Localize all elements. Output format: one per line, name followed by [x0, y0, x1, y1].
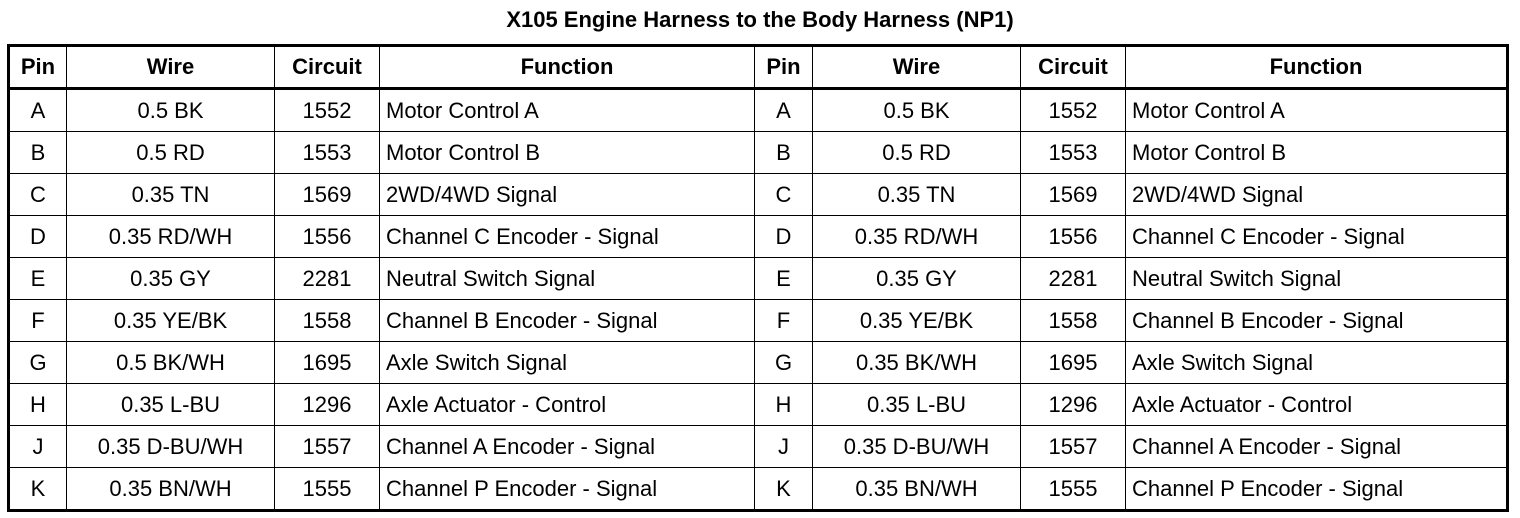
- function-cell: Neutral Switch Signal: [1126, 258, 1508, 300]
- circuit-cell: 1557: [275, 426, 380, 468]
- pin-cell: C: [755, 174, 813, 216]
- function-cell: Axle Switch Signal: [380, 342, 755, 384]
- pin-cell: G: [755, 342, 813, 384]
- pin-cell: K: [755, 468, 813, 511]
- circuit-cell: 1556: [1021, 216, 1126, 258]
- table-row: [9, 468, 1508, 511]
- pin-cell: J: [9, 426, 67, 468]
- wire-cell: 0.35 D-BU/WH: [67, 426, 275, 468]
- pin-cell: H: [9, 384, 67, 426]
- circuit-cell: 1569: [1021, 174, 1126, 216]
- wire-cell: 0.5 BK: [67, 89, 275, 132]
- circuit-cell: 1296: [275, 384, 380, 426]
- header-wire: Wire: [67, 46, 275, 89]
- function-cell: Motor Control B: [1126, 132, 1508, 174]
- function-cell: Channel A Encoder - Signal: [1126, 426, 1508, 468]
- header-row: [9, 46, 1508, 89]
- table-row: [9, 384, 1508, 426]
- pin-cell: A: [9, 89, 67, 132]
- function-cell: Motor Control A: [1126, 89, 1508, 132]
- wire-cell: 0.35 BN/WH: [67, 468, 275, 511]
- circuit-cell: 1296: [1021, 384, 1126, 426]
- header-circuit: Circuit: [1021, 46, 1126, 89]
- circuit-cell: 1552: [1021, 89, 1126, 132]
- circuit-cell: 1552: [275, 89, 380, 132]
- circuit-cell: 1553: [1021, 132, 1126, 174]
- pin-cell: E: [9, 258, 67, 300]
- header-pin: Pin: [9, 46, 67, 89]
- table-row: [9, 300, 1508, 342]
- circuit-cell: 1555: [275, 468, 380, 511]
- function-cell: Axle Actuator - Control: [1126, 384, 1508, 426]
- pin-cell: H: [755, 384, 813, 426]
- pin-cell: F: [9, 300, 67, 342]
- table-row: [9, 174, 1508, 216]
- function-cell: Channel P Encoder - Signal: [380, 468, 755, 511]
- wire-cell: 0.35 L-BU: [67, 384, 275, 426]
- wire-cell: 0.35 TN: [813, 174, 1021, 216]
- header-function: Function: [380, 46, 755, 89]
- circuit-cell: 1555: [1021, 468, 1126, 511]
- table-title: X105 Engine Harness to the Body Harness (NP1): [506, 7, 1014, 32]
- table-row: [9, 426, 1508, 468]
- wire-cell: 0.35 D-BU/WH: [813, 426, 1021, 468]
- pin-cell: E: [755, 258, 813, 300]
- function-cell: Axle Actuator - Control: [380, 384, 755, 426]
- header-function: Function: [1126, 46, 1508, 89]
- wire-cell: 0.5 BK/WH: [67, 342, 275, 384]
- wire-cell: 0.35 TN: [67, 174, 275, 216]
- pin-cell: K: [9, 468, 67, 511]
- pin-cell: B: [755, 132, 813, 174]
- circuit-cell: 1558: [1021, 300, 1126, 342]
- wire-cell: 0.35 GY: [813, 258, 1021, 300]
- pin-cell: B: [9, 132, 67, 174]
- circuit-cell: 1558: [275, 300, 380, 342]
- wire-cell: 0.35 BN/WH: [813, 468, 1021, 511]
- wire-cell: 0.5 RD: [67, 132, 275, 174]
- wire-cell: 0.35 L-BU: [813, 384, 1021, 426]
- wire-cell: 0.35 YE/BK: [67, 300, 275, 342]
- pin-cell: J: [755, 426, 813, 468]
- function-cell: 2WD/4WD Signal: [380, 174, 755, 216]
- wire-cell: 0.35 RD/WH: [813, 216, 1021, 258]
- pin-cell: C: [9, 174, 67, 216]
- function-cell: Motor Control B: [380, 132, 755, 174]
- table-row: [9, 216, 1508, 258]
- function-cell: Channel C Encoder - Signal: [380, 216, 755, 258]
- function-cell: Channel B Encoder - Signal: [1126, 300, 1508, 342]
- circuit-cell: 2281: [1021, 258, 1126, 300]
- function-cell: Channel P Encoder - Signal: [1126, 468, 1508, 511]
- circuit-cell: 1695: [1021, 342, 1126, 384]
- pin-cell: D: [9, 216, 67, 258]
- wire-cell: 0.35 RD/WH: [67, 216, 275, 258]
- function-cell: Channel B Encoder - Signal: [380, 300, 755, 342]
- function-cell: Neutral Switch Signal: [380, 258, 755, 300]
- table-row: [9, 132, 1508, 174]
- function-cell: Channel C Encoder - Signal: [1126, 216, 1508, 258]
- function-cell: 2WD/4WD Signal: [1126, 174, 1508, 216]
- header-pin: Pin: [755, 46, 813, 89]
- header-wire: Wire: [813, 46, 1021, 89]
- circuit-cell: 2281: [275, 258, 380, 300]
- function-cell: Axle Switch Signal: [1126, 342, 1508, 384]
- circuit-cell: 1556: [275, 216, 380, 258]
- pin-cell: D: [755, 216, 813, 258]
- wire-cell: 0.35 BK/WH: [813, 342, 1021, 384]
- pin-cell: A: [755, 89, 813, 132]
- wire-cell: 0.35 YE/BK: [813, 300, 1021, 342]
- table-row: [9, 342, 1508, 384]
- table-row: [9, 258, 1508, 300]
- connector-pinout-table: [7, 44, 1509, 512]
- header-circuit: Circuit: [275, 46, 380, 89]
- function-cell: Motor Control A: [380, 89, 755, 132]
- circuit-cell: 1557: [1021, 426, 1126, 468]
- wire-cell: 0.5 RD: [813, 132, 1021, 174]
- pin-cell: F: [755, 300, 813, 342]
- pin-cell: G: [9, 342, 67, 384]
- function-cell: Channel A Encoder - Signal: [380, 426, 755, 468]
- wire-cell: 0.35 GY: [67, 258, 275, 300]
- circuit-cell: 1569: [275, 174, 380, 216]
- wire-cell: 0.5 BK: [813, 89, 1021, 132]
- circuit-cell: 1695: [275, 342, 380, 384]
- table-body: [9, 89, 1508, 511]
- circuit-cell: 1553: [275, 132, 380, 174]
- table-row: [9, 89, 1508, 132]
